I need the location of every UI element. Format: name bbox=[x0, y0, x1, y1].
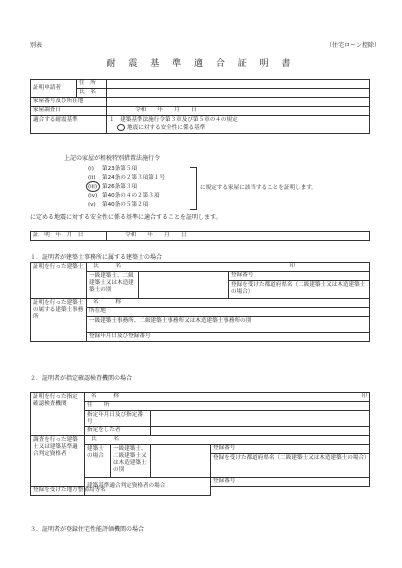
applicant-table bbox=[30, 79, 370, 134]
section2-table bbox=[30, 392, 370, 496]
s2-designation-label: 指定年月日及び指定番号 bbox=[85, 411, 151, 427]
s2-reg-pref-label: 登録を受けた都道府県名（二級建築士又は木造建築士の場合） bbox=[211, 454, 370, 478]
s1-office-name-label: 名 称 bbox=[93, 299, 121, 306]
law-intro: 上記の家屋が租税特別措置法施行令 bbox=[64, 155, 161, 162]
standard-label: 適合する耐震基準 bbox=[31, 116, 107, 134]
applicant-label: 証明申請者 bbox=[31, 80, 77, 98]
law-item[interactable]: (iv) 第40条の４の２第３項 bbox=[88, 193, 160, 199]
s2-surveyor-name-row[interactable] bbox=[85, 436, 370, 445]
cert-date-field[interactable]: 令和 年 月 日 bbox=[107, 232, 370, 241]
s2-reg-no-label: 登録番号 bbox=[211, 445, 370, 454]
s1-office-reg-label: 登録年月日及び登録番号 bbox=[89, 333, 151, 340]
s1-name-label: 氏 名 bbox=[93, 263, 121, 270]
s1-office-name-row[interactable] bbox=[87, 299, 370, 308]
s1-office-addr-row[interactable] bbox=[87, 308, 370, 317]
s2-designation-field[interactable] bbox=[151, 411, 370, 427]
s2-name-label: 名 称 bbox=[91, 393, 119, 400]
applicant-address-field[interactable] bbox=[107, 80, 370, 89]
law-bracket bbox=[190, 167, 197, 210]
document-title: 耐 震 基 準 適 合 証 明 書 bbox=[106, 59, 296, 69]
s2-agency-addr-row[interactable] bbox=[85, 402, 370, 411]
law-item[interactable]: (iii) 第26条第３項 bbox=[88, 184, 138, 190]
applicant-name-field[interactable] bbox=[107, 89, 370, 98]
s1-office-reg-row[interactable] bbox=[87, 333, 370, 342]
law-item[interactable]: (i) 第23条第５項 bbox=[88, 166, 138, 172]
name-label: 氏 名 bbox=[77, 89, 107, 98]
s2-judge-label: 建築基準適合判定資格者の場合 bbox=[85, 478, 211, 496]
s2-agency-name-row[interactable] bbox=[85, 393, 370, 402]
house-id-label: 家屋番号及び所在地 bbox=[31, 98, 107, 107]
standard-option-2[interactable] bbox=[109, 124, 367, 132]
section1-heading: １．証明者が建築士事務所に属する建築士の場合 bbox=[30, 254, 163, 261]
s2-designator-field[interactable] bbox=[151, 427, 370, 436]
cert-date-table bbox=[30, 231, 370, 241]
standard-option-2-label: 地震に対する安全性に係る基準 bbox=[127, 125, 206, 131]
selection-circle bbox=[86, 181, 100, 192]
law-suffix: に規定する家屋に該当することを証明します。 bbox=[200, 185, 318, 191]
s1-office-kind-row[interactable] bbox=[87, 317, 370, 333]
s2-agency-label: 証明を行った指定確認検査機関 bbox=[31, 393, 85, 436]
cert-date-label: 証 明 年 月 日 bbox=[31, 232, 107, 241]
s2-architect-kind-field[interactable] bbox=[151, 445, 211, 478]
s2-surveyor-label: 調査を行った建築士又は建築基準適合判定資格者 bbox=[31, 436, 85, 487]
address-label: 住 所 bbox=[77, 80, 107, 89]
s1-name-row[interactable] bbox=[87, 263, 370, 272]
standard-option-1[interactable]: １ 建築基準法施行令第３章及び第５章の４の規定 bbox=[109, 117, 238, 123]
standard-options[interactable] bbox=[107, 116, 370, 134]
s1-seal: 印 bbox=[289, 263, 295, 270]
s2-judge-reg-office: 登録を受けた地方整備局等名 bbox=[31, 487, 85, 496]
s2-seal: 印 bbox=[361, 393, 367, 400]
house-id-field[interactable] bbox=[107, 98, 370, 107]
s1-office-label: 証明を行った建築士の属する建築士事務所 bbox=[31, 299, 87, 342]
s2-judge-reg-no: 登録番号 bbox=[211, 478, 370, 487]
law-item[interactable]: (v) 第40条の５第２項 bbox=[88, 202, 149, 208]
law-statement: に定める地震に対する安全性に係る基準に適合することを証明します。 bbox=[30, 214, 222, 221]
attachment-label: 別表 bbox=[30, 42, 43, 49]
survey-date-label: 家屋調査日 bbox=[31, 107, 107, 116]
s2-addr-label: 住 所 bbox=[87, 402, 110, 409]
s1-reg-no-label: 登録番号 bbox=[229, 272, 370, 281]
s1-office-kind-label: 一級建築士事務所、二級建築士事務所又は木造建築士事務所の別 bbox=[89, 318, 252, 324]
s1-architect-kind: 一級建築士、二級建築士又は木造建築士の別 bbox=[87, 272, 139, 299]
s2-designator-label: 指定をした者 bbox=[85, 427, 151, 436]
s2-architect-kind: 一級建築士、二級建築士又は木造建築士の別 bbox=[111, 445, 151, 478]
survey-date-field[interactable]: 令和 年 月 日 bbox=[107, 107, 370, 116]
s1-architect-label: 証明を行った建築士 bbox=[31, 263, 87, 299]
s1-architect-kind-field[interactable] bbox=[139, 272, 229, 299]
s1-reg-pref-label: 登録を受けた都道府県名（二級建築士又は木造建築士の場合） bbox=[229, 281, 370, 299]
s2-surveyor-name-label: 氏 名 bbox=[91, 436, 119, 443]
section2-heading: ２．証明者が指定確認検査機関の場合 bbox=[30, 375, 133, 382]
section3-heading: ３．証明者が登録住宅性能評価機関の場合 bbox=[30, 526, 145, 533]
s2-architect-case-label: 建築士の場合 bbox=[85, 445, 111, 478]
section1-table bbox=[30, 262, 370, 342]
form-category-label: （住宅ローン控除） bbox=[326, 42, 380, 49]
law-item[interactable]: (ii) 第24条の２第３項第１号 bbox=[88, 175, 166, 181]
s1-office-addr-label: 所在地 bbox=[89, 308, 106, 315]
standard-option-2-circle bbox=[117, 124, 125, 131]
